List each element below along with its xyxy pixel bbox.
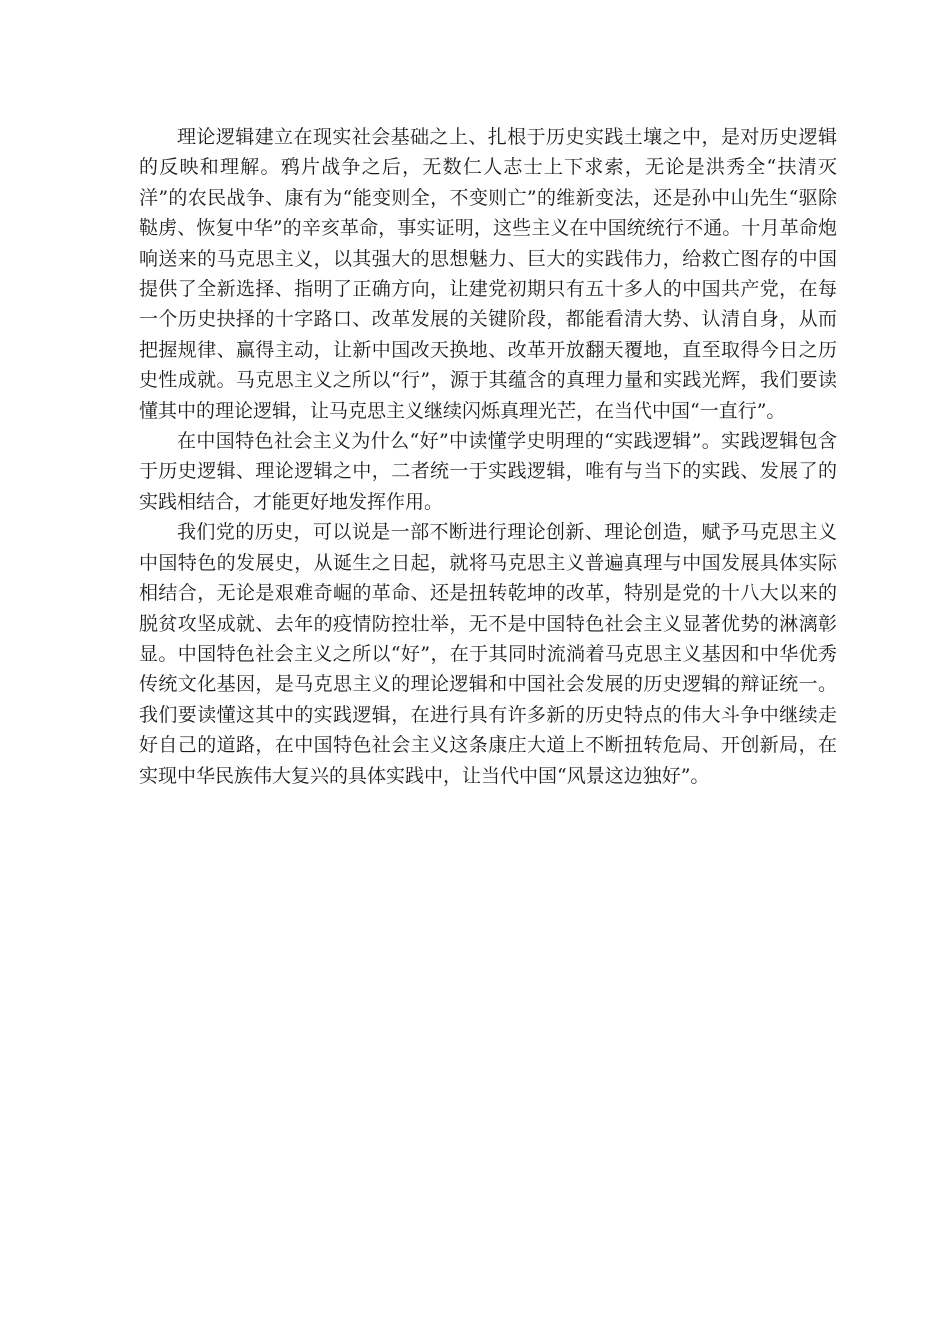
paragraph-practice-logic-intro: 在中国特色社会主义为什么“好”中读懂学史明理的“实践逻辑”。实践逻辑包含于历史逻辑、理论逻辑之中，二者统一于实践逻辑，唯有与当下的实践、发展了的实践相结合，才能更好地发挥作用。 xyxy=(139,430,837,513)
document-body xyxy=(139,122,837,791)
paragraph-theory-logic: 理论逻辑建立在现实社会基础之上、扎根于历史实践土壤之中，是对历史逻辑的反映和理解。鸦片战争之后，无数仁人志士上下求索，无论是洪秀全“扶清灭洋”的农民战争、康有为“能变则全，不变则亡”的维新变法，还是孙中山先生“驱除鞑虏、恢复中华”的辛亥革命，事实证明，这些主义在中国统统行不通。十月革命炮响送来的马克思主义，以其强大的思想魅力、巨大的实践伟力，给救亡图存的中国提供了全新选择、指明了正确方向，让建党初期只有五十多人的中国共产党，在每一个历史抉择的十字路口、改革发展的关键阶段，都能看清大势、认清自身，从而把握规律、赢得主动，让新中国改天换地、改革开放翻天覆地，直至取得今日之历史性成就。马克思主义之所以“行”，源于其蕴含的真理力量和实践光辉，我们要读懂其中的理论逻辑，让马克思主义继续闪烁真理光芒，在当代中国“一直行”。 xyxy=(139,126,837,422)
paragraph-party-history: 我们党的历史，可以说是一部不断进行理论创新、理论创造，赋予马克思主义中国特色的发展史，从诞生之日起，就将马克思主义普遍真理与中国发展具体实际相结合，无论是艰难奇崛的革命、还是扭转乾坤的改革，特别是党的十八大以来的脱贫攻坚成就、去年的疫情防控壮举，无不是中国特色社会主义显著优势的淋漓彰显。中国特色社会主义之所以“好”，在于其同时流淌着马克思主义基因和中华优秀传统文化基因，是马克思主义的理论逻辑和中国社会发展的历史逻辑的辩证统一。我们要读懂这其中的实践逻辑，在进行具有许多新的历史特点的伟大斗争中继续走好自己的道路，在中国特色社会主义这条康庄大道上不断扭转危局、开创新局，在实现中华民族伟大复兴的具体实践中，让当代中国“风景这边独好”。 xyxy=(139,521,837,787)
